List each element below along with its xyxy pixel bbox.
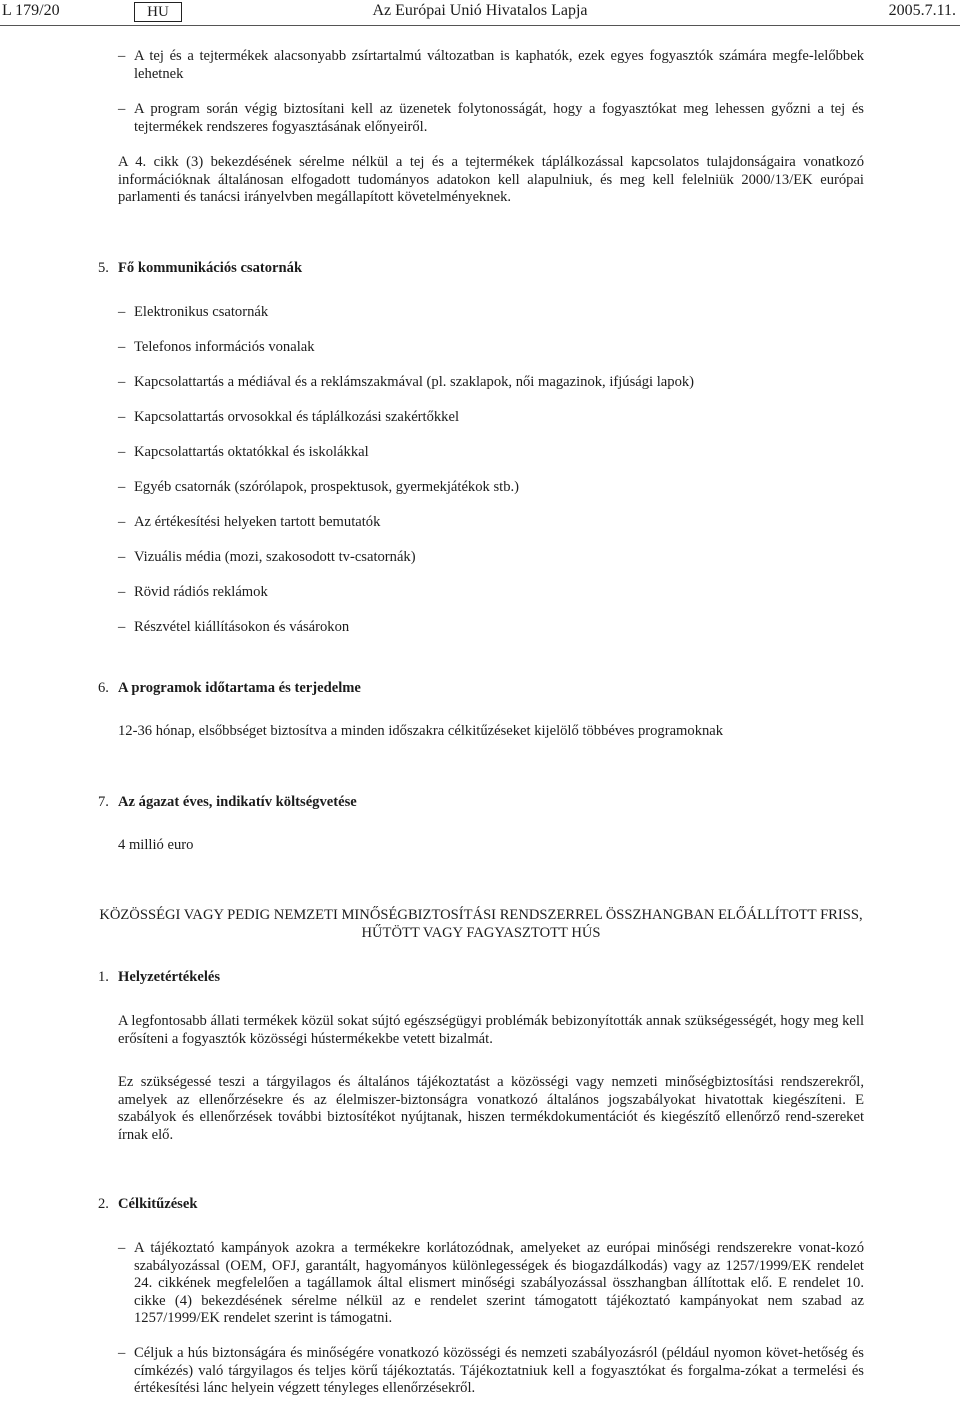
list-item: – A tej és a tejtermékek alacsonyabb zsírtartalmú változatban is kaphatók, ezek egyes fogyasztók számára megfe-lelőbbek lehetnek [118,48,864,82]
section-1-paragraph-2: Ez szükségessé teszi a tárgyilagos és általános tájékoztatást a közösségi vagy nemzeti minőségbiztosítási rendszerekről, amelyek az ellenőrzésekre és az élelmiszer-biztonságra vonatkozó általános jogszabályokat hivatottak kiegészíteni. E szabályok és ellenőrzések további biztosítékot nyújtanak, hiszen termékdokumentációt és kiegészítő ellenőrző rend-szereket írnak elő. [118,1074,864,1143]
list-item: – Az értékesítési helyeken tartott bemutatók [118,514,381,530]
list-item: – Vizuális média (mozi, szakosodott tv-csatornák) [118,549,416,565]
language-code-box: HU [134,2,182,22]
paragraph-article-4: A 4. cikk (3) bekezdésének sérelme nélkül a tej és a tejtermékek táplálkozással kapcsolatos tulajdonságaira vonatkozó információknak általánosan elfogadott tudományos adatokon kell alapulniuk, és meg kell felelniük 2000/13/EK európai parlamenti és tanácsi irányelvben megállapított követelményeknek. [118,154,864,206]
list-item: – A tájékoztató kampányok azokra a termékekre korlátozódnak, amelyeket az európai minőségi rendszerekre vonat-kozó szabályozással (OEM, OFJ, garantált, hagyományos különlegességek és biogazdálkodás) vagy az 1257/1999/EK rendelet 24. cikkének megfelelően a tagállamok által elismert minőségi szabályozással összhangban állítottak elő. E rendelet 10. cikke (4) bekezdésének sérelme nélkül az e rendelet szerint támogatott tájékoztató kampányokat nem szabad az 1257/1999/EK rendelet szerint is támogatni. [118,1240,864,1327]
list-item: – Kapcsolattartás orvosokkal és táplálkozási szakértőkkel [118,409,460,425]
section-6-heading: 6. A programok időtartama és terjedelme [98,680,361,696]
page-reference: L 179/20 [2,2,60,19]
section-7-heading: 7. Az ágazat éves, indikatív költségvetése [98,794,357,810]
section-1-paragraph-1: A legfontosabb állati termékek közül sokat sújtó egészségügyi problémák bebizonyították annak szükségességét, hogy meg kell erősíteni a fogyasztók közösségi hústermékekbe vetett bizalmát. [118,1013,864,1047]
list-item: – Rövid rádiós reklámok [118,584,268,600]
section-1-heading: 1. Helyzetértékelés [98,969,221,985]
list-item: – Egyéb csatornák (szórólapok, prospektusok, gyermekjátékok stb.) [118,479,520,495]
meat-heading: KÖZÖSSÉGI VAGY PEDIG NEMZETI MINŐSÉGBIZTOSÍTÁSI RENDSZERREL ÖSSZHANGBAN ELŐÁLLÍTOTT FRISS, HŰTÖTT VAGY FAGYASZTOTT HÚS [99,907,863,941]
section-5-heading: 5. Fő kommunikációs csatornák [98,260,303,276]
journal-title: Az Európai Unió Hivatalos Lapja [372,2,588,19]
section-2-heading: 2. Célkitűzések [98,1196,198,1212]
list-item: – Céljuk a hús biztonságára és minőségére vonatkozó közösségi és nemzeti szabályozásról (például nyomon követ-hetőség és címkézés) való tárgyilagos és teljes körű tájékoztatás. Tájékoztatniuk kell a fogyasztókat és forgalma-zókat a termelési és értékesítési lánc helyein végzett tényleges ellenőrzésekről. [118,1345,864,1397]
publication-date: 2005.7.11. [888,2,956,19]
list-item: – Kapcsolattartás a médiával és a reklámszakmával (pl. szaklapok, női magazinok, ifjúsági lapok) [118,374,695,390]
list-item: – Telefonos információs vonalak [118,339,315,355]
list-item: – Elektronikus csatornák [118,304,269,320]
section-7-text: 4 millió euro [118,837,194,853]
list-item: – Részvétel kiállításokon és vásárokon [118,619,350,635]
list-item: – A program során végig biztosítani kell az üzenetek folytonosságát, hogy a fogyasztókat meg lehessen győzni a tej és tejtermékek rendszeres fogyasztásának előnyeiről. [118,101,864,135]
page-header [0,0,960,26]
section-6-text: 12-36 hónap, elsőbbséget biztosítva a minden időszakra célkitűzéseket kijelölő többéves programoknak [118,723,724,739]
list-item: – Kapcsolattartás oktatókkal és iskolákkal [118,444,369,460]
header-rule [0,25,960,26]
